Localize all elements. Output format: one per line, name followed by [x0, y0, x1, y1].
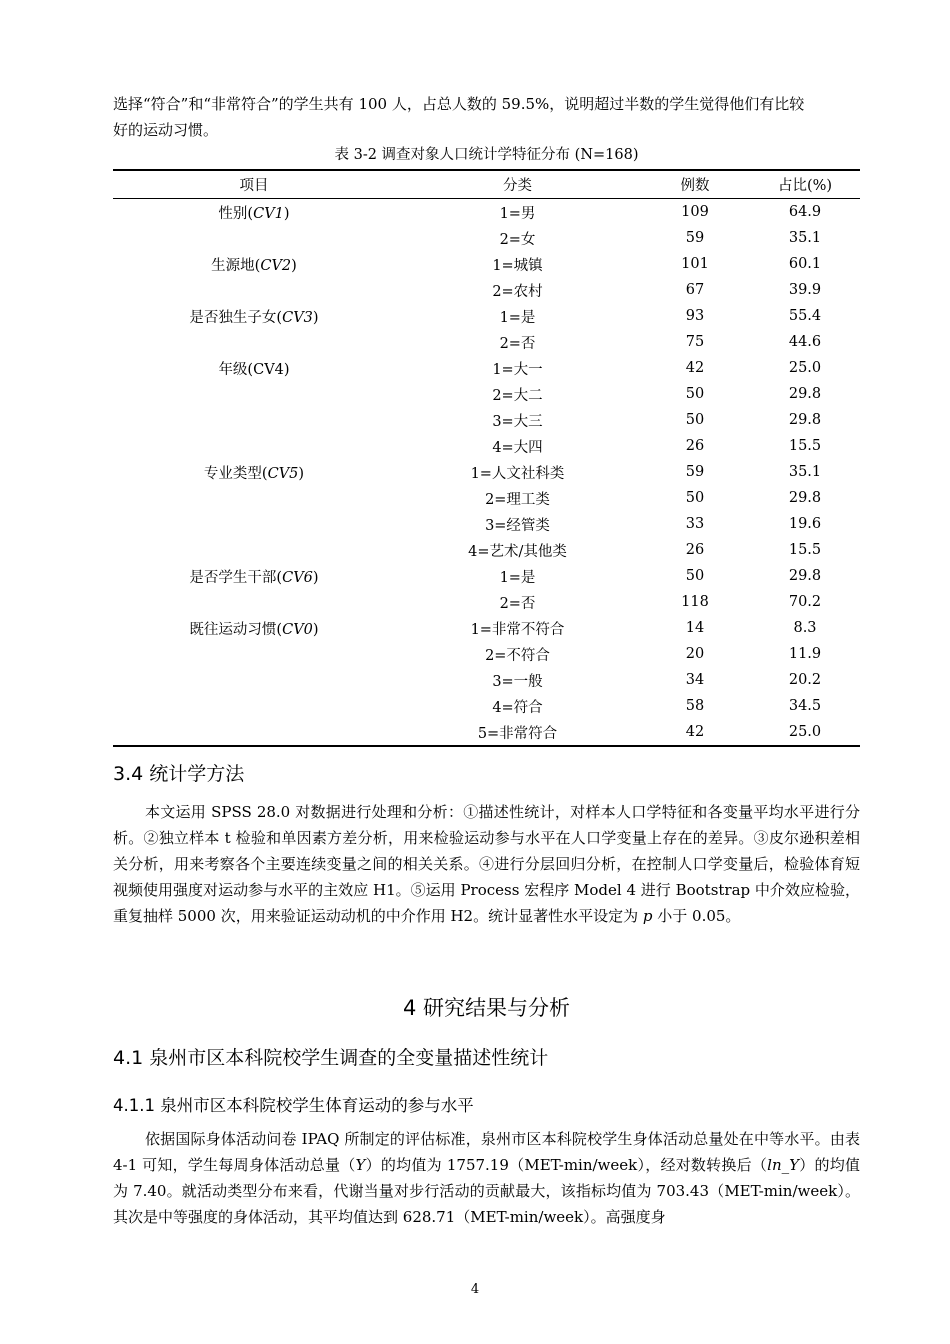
table-row	[113, 381, 860, 407]
cell-percent: 64.9	[788, 204, 822, 220]
section-3-4-text-b: 小于 0.05。	[652, 907, 741, 925]
table-caption: 表 3-2 调查对象人口统计学特征分布 (N=168)	[334, 147, 639, 163]
cell-count: 75	[685, 334, 705, 350]
section-3-4-body	[113, 799, 860, 929]
table-row	[113, 303, 860, 329]
cell-count: 67	[685, 282, 705, 298]
cell-percent: 25.0	[750, 719, 860, 746]
table-header-row	[113, 170, 860, 199]
item-variable-code: CV1	[253, 205, 284, 222]
header-count: 例数	[640, 170, 750, 199]
section-heading-3-4: 3.4 统计学方法	[113, 763, 245, 785]
item-text-close: )	[312, 569, 319, 586]
cell-item	[113, 589, 395, 615]
cell-category: 2=大二	[492, 387, 543, 404]
page-number: 4	[470, 1282, 480, 1297]
cell-count: 93	[685, 308, 705, 324]
item-text: 年级(CV4)	[218, 361, 290, 378]
table-row	[113, 589, 860, 615]
table-row	[113, 199, 860, 226]
cell-count: 59	[685, 464, 705, 480]
cell-percent: 60.1	[788, 256, 822, 272]
item-text: 专业类型(	[203, 465, 268, 482]
item-variable-code: CV6	[282, 569, 313, 586]
cell-category: 2=不符合	[485, 647, 550, 664]
table-row	[113, 329, 860, 355]
section-3-4-text-a: 本文运用 SPSS 28.0 对数据进行处理和分析：①描述性统计，对样本人口学特征和各变量平均水平进行分析。②独立样本 t 检验和单因素方差分析，用来检验运动参与水平在人口学变量上存在的差异。③皮尔逊积差相关分析，用来考察各个主要连续变量之间的相关关系。④进行分层回归分析，在控制人口学变量后，检验体育短视频使用强度对运动参与水平的主效应 H1。⑤运用 Process 宏程序 Model 4 进行 Bootstrap 中介效应检验，重复抽样 5000 次，用来验证运动动机的中介作用 H2。统计显著性水平设定为	[113, 803, 860, 925]
cell-count: 14	[685, 620, 705, 636]
item-text: 既往运动习惯(	[189, 621, 283, 638]
table-body	[113, 199, 860, 747]
table-row	[113, 251, 860, 277]
item-text-close: )	[283, 205, 290, 222]
cell-percent: 29.8	[788, 568, 822, 584]
cell-count: 50	[685, 412, 705, 428]
item-variable-code: CV2	[260, 257, 292, 274]
cell-percent: 39.9	[788, 282, 822, 298]
cell-count: 42	[685, 360, 705, 376]
cell-item	[113, 459, 395, 485]
cell-count: 33	[685, 516, 705, 532]
header-percent: 占比(%)	[750, 170, 860, 199]
item-variable-code: CV0	[282, 621, 313, 638]
cell-item	[113, 719, 395, 746]
table-row	[113, 615, 860, 641]
cell-count: 50	[685, 568, 705, 584]
cell-item	[113, 693, 395, 719]
table-row	[113, 563, 860, 589]
cell-item	[113, 433, 395, 459]
cell-category: 4=艺术/其他类	[468, 543, 567, 560]
cell-category: 3=经管类	[485, 517, 550, 534]
cell-item	[113, 199, 395, 226]
cell-percent: 15.5	[788, 542, 822, 558]
cell-item	[113, 667, 395, 693]
item-text-close: )	[291, 257, 297, 274]
table-row	[113, 225, 860, 251]
item-text: 生源地(	[211, 257, 261, 274]
cell-percent: 8.3	[793, 620, 817, 636]
cell-item	[113, 563, 395, 589]
chapter-heading-4: 4 研究结果与分析	[402, 996, 571, 1020]
table-row	[113, 667, 860, 693]
table-row	[113, 459, 860, 485]
cell-item	[113, 329, 395, 355]
table-row	[113, 693, 860, 719]
lny-symbol: ln_Y	[767, 1156, 800, 1174]
cell-count: 20	[685, 646, 705, 662]
cell-item	[113, 381, 395, 407]
cell-item	[113, 641, 395, 667]
cell-count: 34	[685, 672, 705, 688]
section-4-1-1-body	[113, 1126, 860, 1230]
cell-percent: 35.1	[788, 230, 822, 246]
table-row	[113, 407, 860, 433]
item-text-close: )	[298, 465, 305, 482]
cell-count: 50	[685, 386, 705, 402]
cell-category: 2=农村	[492, 283, 543, 300]
header-item: 项目	[113, 170, 395, 199]
table-row	[113, 641, 860, 667]
cell-category: 1=城镇	[492, 257, 543, 274]
cell-category: 2=否	[499, 335, 536, 352]
cell-category: 3=大三	[492, 413, 543, 430]
table-row	[113, 355, 860, 381]
cell-item	[113, 407, 395, 433]
cell-item	[113, 277, 395, 303]
body-text-2: ）的均值为 1757.19（MET-min/week），经对数转换后（	[365, 1156, 768, 1174]
cell-percent: 44.6	[788, 334, 822, 350]
item-variable-code: CV3	[282, 309, 313, 326]
intro-line-2: 好的运动习惯。	[113, 121, 219, 139]
cell-item	[113, 303, 395, 329]
cell-item	[113, 511, 395, 537]
table-row	[113, 485, 860, 511]
cell-count: 109	[681, 204, 709, 220]
cell-category: 4=大四	[492, 439, 543, 456]
cell-category: 1=非常不符合	[470, 621, 565, 638]
cell-item	[113, 251, 395, 277]
cell-percent: 55.4	[788, 308, 822, 324]
cell-percent: 29.8	[788, 386, 822, 402]
cell-category: 2=否	[499, 595, 536, 612]
item-text: 性别(	[218, 205, 254, 222]
cell-count: 42	[640, 719, 750, 746]
cell-percent: 15.5	[788, 438, 822, 454]
y-symbol: Y	[355, 1156, 366, 1174]
header-category: 分类	[395, 170, 640, 199]
body-text-1: 依据国际身体活动问卷 IPAQ 所制定的评估标准，泉州市区本科院校学生身体活动总量处在中等水平。由表 4-1 可知，学生每周身体活动总量（	[113, 1130, 860, 1174]
cell-percent: 70.2	[788, 594, 822, 610]
cell-category: 1=人文社科类	[470, 465, 565, 482]
table-row	[113, 433, 860, 459]
cell-count: 58	[685, 698, 705, 714]
table-row	[113, 511, 860, 537]
cell-category: 1=是	[499, 569, 536, 586]
cell-category: 1=是	[499, 309, 536, 326]
section-heading-4-1-1: 4.1.1 泉州市区本科院校学生体育运动的参与水平	[113, 1096, 474, 1115]
cell-category: 1=男	[499, 205, 536, 222]
cell-percent: 25.0	[788, 360, 822, 376]
cell-item	[113, 225, 395, 251]
section-heading-4-1: 4.1 泉州市区本科院校学生调查的全变量描述性统计	[113, 1047, 549, 1069]
cell-category: 2=女	[499, 231, 536, 248]
table-row	[113, 537, 860, 563]
cell-percent: 19.6	[788, 516, 822, 532]
cell-percent: 20.2	[788, 672, 822, 688]
cell-percent: 29.8	[788, 490, 822, 506]
cell-count: 26	[685, 542, 705, 558]
cell-count: 118	[681, 594, 709, 610]
cell-percent: 11.9	[788, 646, 822, 662]
item-text: 是否学生干部(	[189, 569, 283, 586]
cell-category: 3=一般	[492, 673, 543, 690]
item-text: 是否独生子女(	[189, 309, 283, 326]
intro-paragraph	[113, 91, 860, 143]
p-symbol: p	[642, 907, 653, 925]
item-text-close: )	[312, 309, 319, 326]
cell-category: 1=大一	[492, 361, 543, 378]
cell-item	[113, 355, 395, 381]
cell-percent: 35.1	[788, 464, 822, 480]
cell-count: 101	[681, 256, 709, 272]
table-row	[113, 719, 860, 746]
cell-percent: 29.8	[788, 412, 822, 428]
cell-count: 59	[685, 230, 705, 246]
cell-category: 2=理工类	[485, 491, 550, 508]
cell-category: 5=非常符合	[395, 719, 640, 746]
cell-item	[113, 615, 395, 641]
cell-count: 26	[685, 438, 705, 454]
item-variable-code: CV5	[267, 465, 299, 482]
table-row	[113, 277, 860, 303]
demographics-table	[113, 169, 860, 747]
intro-line-1: 选择“符合”和“非常符合”的学生共有 100 人，占总人数的 59.5%，说明超过半数的学生觉得他们有比较	[113, 95, 805, 113]
body-text-3: ）的均值为 7.40。就活动类型分布来看，代谢当量对步行活动的贡献最大，该指标均值为 703.43（MET-min/week）。其次是中等强度的身体活动，其平均值达到 628.71（MET-min/week）。高强度身	[113, 1156, 860, 1226]
cell-item	[113, 537, 395, 563]
cell-item	[113, 485, 395, 511]
cell-count: 50	[685, 490, 705, 506]
item-text-close: )	[312, 621, 319, 638]
cell-percent: 34.5	[788, 698, 822, 714]
cell-category: 4=符合	[492, 699, 543, 716]
